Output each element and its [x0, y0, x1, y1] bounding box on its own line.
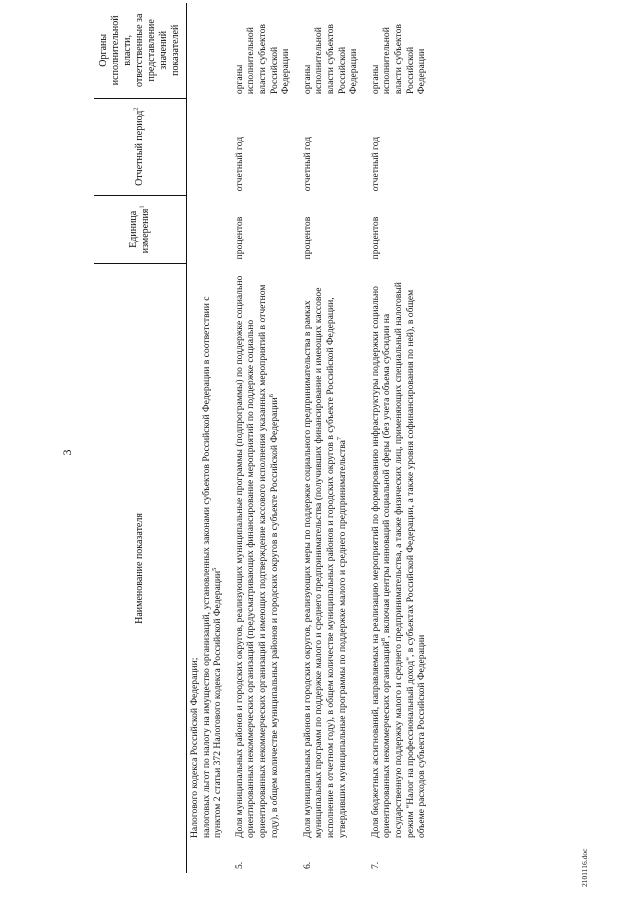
- row-name-tail: , включая центры инноваций социальной сферы (без учета объема субсидии на государственную поддержку малого и среднего предпринимательства, а также физических лиц, применяющих специальный налоговый режим "Налог на профессиональный доход", в субъектах Российской Федерации, а также уровня софинансирования по ней), в общем объеме расходов субъекта Российской Федерации: [381, 282, 428, 839]
- row-name-footnote: 6: [267, 394, 275, 398]
- row-number-cell: [187, 842, 232, 873]
- row-name: [368, 263, 436, 842]
- row-name-footnote: 7: [335, 436, 343, 441]
- row-org: органы исполнительной власти субъектов Российской Федерации: [233, 24, 292, 95]
- row-period: отчетный год: [233, 136, 245, 192]
- row-org: органы исполнительной власти субъектов Российской Федерации: [301, 24, 360, 95]
- row-number: 5.: [233, 861, 245, 869]
- header-period: [94, 98, 187, 195]
- header-period-footnote: 2: [132, 107, 140, 111]
- indicators-table: [94, 3, 436, 873]
- header-org: [94, 3, 187, 98]
- header-unit: [94, 195, 187, 263]
- table-row-continuation: [187, 3, 232, 873]
- row-unit-cell: [187, 195, 232, 263]
- header-unit-text: Единица измерения: [128, 208, 151, 254]
- table-header-row: [94, 3, 187, 873]
- row-name-text: Доля муниципальных районов и городских округов, реализующих муниципальные программы (подпрограммы) по поддержке социально ориентированных некоммерческих организаций (предусматривающих финансирование мероприятий по поддержке социально ориентированных некоммерческих организаций и имеющих подтверждение кассового исполнения указанных мероприятий в отчетном году), в общем количестве муниципальных районов и городских округов в субъекте Российской Федерации: [233, 275, 280, 839]
- row-name-footnote: 8: [380, 637, 388, 642]
- document-code: 2101116.doc: [580, 848, 589, 887]
- row-name-cell: [187, 263, 232, 842]
- row-unit: процентов: [233, 216, 245, 260]
- header-name-text: Наименование показателя: [134, 513, 145, 624]
- table-row: [232, 3, 300, 873]
- row-number: 7.: [369, 861, 381, 869]
- row-unit: процентов: [301, 216, 313, 260]
- header-period-text: Отчетный период: [134, 110, 145, 186]
- continuation-line-2-text: налоговых льгот по налогу на имущество организаций, установленных законами субъектов Российской Федерации в соответствии с пунктом 2 статьи 372 Налогового кодекса Российской Федерации: [200, 296, 224, 839]
- row-period: отчетный год: [301, 136, 313, 192]
- header-org-text: Органы исполнительной власти, ответственные за представление значений показателей: [98, 13, 181, 88]
- continuation-line-1: Налогового кодекса Российской Федерации;: [189, 657, 200, 839]
- row-name-text: Доля бюджетных ассигнований, направляемых на реализацию мероприятий по формированию инфраструктуры поддержки социально ориентированных некоммерческих организаций: [369, 286, 393, 839]
- row-number: 6.: [301, 861, 313, 869]
- continuation-footnote: 5: [211, 567, 218, 571]
- continuation-line-2: [201, 267, 224, 838]
- table-row: [368, 3, 436, 873]
- row-period-cell: [187, 98, 232, 195]
- row-org-cell: [187, 3, 232, 98]
- row-name: [300, 263, 368, 842]
- row-period: отчетный год: [369, 136, 381, 192]
- row-unit: процентов: [369, 216, 381, 260]
- page-number: 3: [60, 449, 74, 456]
- row-name: [232, 263, 300, 842]
- header-unit-footnote: 1: [138, 205, 146, 209]
- row-name-text: Доля муниципальных районов и городских округов, реализующих меры по поддержке социального предпринимательства в рамках муниципальных программ по поддержке малого и среднего предпринимательства (получивших финансирование и имеющих кассовое исполнение в отчетном году), в общем количестве муниципальных районов и городских округов в субъекте Российской Федерации, утвердивших муниципальные программы по поддержке малого и среднего предпринимательства: [301, 287, 348, 839]
- table-row: [300, 3, 368, 873]
- header-name: [94, 263, 187, 873]
- row-org: органы исполнительной власти субъектов Российской Федерации: [369, 24, 428, 95]
